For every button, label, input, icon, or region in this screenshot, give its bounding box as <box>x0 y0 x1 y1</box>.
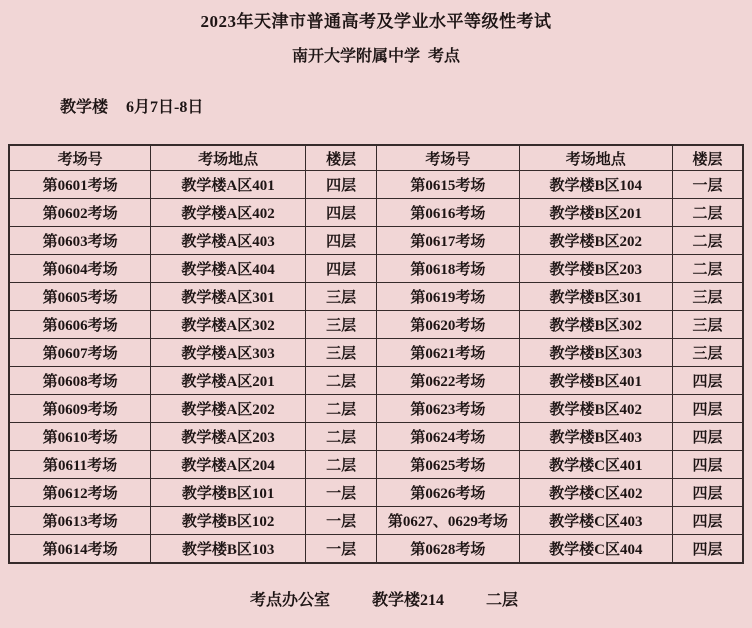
table-row <box>9 395 743 423</box>
table-cell: 第0620考场 <box>377 311 519 339</box>
table-cell: 教学楼A区202 <box>151 395 306 423</box>
table-cell: 四层 <box>672 479 743 507</box>
col-header-room-right: 考场号 <box>377 145 519 171</box>
table-cell: 第0615考场 <box>377 171 519 199</box>
table-row <box>9 227 743 255</box>
table-cell: 第0613考场 <box>9 507 151 535</box>
table-cell: 教学楼B区301 <box>519 283 672 311</box>
table-row <box>9 507 743 535</box>
table-cell: 三层 <box>306 283 377 311</box>
table-row <box>9 283 743 311</box>
table-cell: 第0622考场 <box>377 367 519 395</box>
table-cell: 二层 <box>306 451 377 479</box>
table-cell: 第0624考场 <box>377 423 519 451</box>
table-row <box>9 451 743 479</box>
table-cell: 教学楼A区402 <box>151 199 306 227</box>
table-cell: 教学楼B区401 <box>519 367 672 395</box>
table-cell: 教学楼C区403 <box>519 507 672 535</box>
table-cell: 第0602考场 <box>9 199 151 227</box>
table-cell: 四层 <box>672 535 743 564</box>
table-cell: 教学楼B区104 <box>519 171 672 199</box>
table-cell: 教学楼A区203 <box>151 423 306 451</box>
office-location: 教学楼214 <box>371 592 444 609</box>
table-cell: 第0623考场 <box>377 395 519 423</box>
table-cell: 三层 <box>672 339 743 367</box>
office-label: 考点办公室 <box>249 592 330 609</box>
table-cell: 教学楼A区302 <box>151 311 306 339</box>
table-cell: 教学楼B区203 <box>519 255 672 283</box>
table-cell: 四层 <box>306 199 377 227</box>
col-header-loc-right: 考场地点 <box>519 145 672 171</box>
table-cell: 四层 <box>306 171 377 199</box>
table-cell: 二层 <box>672 255 743 283</box>
table-cell: 教学楼B区403 <box>519 423 672 451</box>
table-row <box>9 339 743 367</box>
table-cell: 教学楼B区103 <box>151 535 306 564</box>
col-header-loc-left: 考场地点 <box>151 145 306 171</box>
table-cell: 第0610考场 <box>9 423 151 451</box>
table-cell: 四层 <box>672 423 743 451</box>
table-cell: 教学楼B区201 <box>519 199 672 227</box>
table-cell: 教学楼A区204 <box>151 451 306 479</box>
table-cell: 第0614考场 <box>9 535 151 564</box>
table-cell: 教学楼B区102 <box>151 507 306 535</box>
table-cell: 教学楼A区403 <box>151 227 306 255</box>
table-cell: 四层 <box>306 255 377 283</box>
col-header-floor-left: 楼层 <box>306 145 377 171</box>
table-cell: 三层 <box>672 311 743 339</box>
table-cell: 教学楼C区401 <box>519 451 672 479</box>
table-header-row <box>9 145 743 171</box>
table-row <box>9 367 743 395</box>
table-cell: 二层 <box>306 395 377 423</box>
col-header-room-left: 考场号 <box>9 145 151 171</box>
exam-dates: 6月7日-8日 <box>126 99 204 116</box>
table-cell: 第0608考场 <box>9 367 151 395</box>
table-cell: 二层 <box>306 367 377 395</box>
table-cell: 一层 <box>306 535 377 564</box>
table-row <box>9 423 743 451</box>
building-name: 教学楼 <box>60 99 109 116</box>
table-cell: 教学楼A区404 <box>151 255 306 283</box>
table-cell: 第0617考场 <box>377 227 519 255</box>
table-cell: 第0605考场 <box>9 283 151 311</box>
table-cell: 三层 <box>672 283 743 311</box>
table-cell: 一层 <box>306 507 377 535</box>
table-cell: 第0612考场 <box>9 479 151 507</box>
col-header-floor-right: 楼层 <box>672 145 743 171</box>
table-cell: 第0628考场 <box>377 535 519 564</box>
table-cell: 教学楼A区201 <box>151 367 306 395</box>
table-cell: 教学楼B区101 <box>151 479 306 507</box>
table-cell: 教学楼B区303 <box>519 339 672 367</box>
table-cell: 二层 <box>306 423 377 451</box>
exam-title: 2023年天津市普通高考及学业水平等级性考试 <box>200 12 552 31</box>
table-cell: 第0619考场 <box>377 283 519 311</box>
table-cell: 教学楼C区404 <box>519 535 672 564</box>
table-cell: 二层 <box>672 199 743 227</box>
table-cell: 第0621考场 <box>377 339 519 367</box>
table-cell: 第0601考场 <box>9 171 151 199</box>
building-dates-line <box>44 76 752 135</box>
table-cell: 第0606考场 <box>9 311 151 339</box>
exam-site: 南开大学附属中学 考点 <box>291 48 460 65</box>
table-cell: 教学楼B区402 <box>519 395 672 423</box>
table-row <box>9 255 743 283</box>
table-cell: 一层 <box>672 171 743 199</box>
table-cell: 第0611考场 <box>9 451 151 479</box>
table-row <box>9 311 743 339</box>
table-cell: 一层 <box>306 479 377 507</box>
office-floor: 二层 <box>486 592 519 609</box>
table-cell: 教学楼A区401 <box>151 171 306 199</box>
table-cell: 四层 <box>306 227 377 255</box>
table-cell: 四层 <box>672 451 743 479</box>
table-cell: 二层 <box>672 227 743 255</box>
table-cell: 教学楼A区303 <box>151 339 306 367</box>
table-cell: 教学楼C区402 <box>519 479 672 507</box>
table-cell: 三层 <box>306 339 377 367</box>
table-cell: 三层 <box>306 311 377 339</box>
table-cell: 教学楼B区202 <box>519 227 672 255</box>
table-cell: 教学楼A区301 <box>151 283 306 311</box>
table-cell: 第0603考场 <box>9 227 151 255</box>
table-row <box>9 199 743 227</box>
table-cell: 第0618考场 <box>377 255 519 283</box>
table-cell: 第0604考场 <box>9 255 151 283</box>
table-row <box>9 479 743 507</box>
table-cell: 第0607考场 <box>9 339 151 367</box>
table-row <box>9 535 743 564</box>
table-cell: 教学楼B区302 <box>519 311 672 339</box>
table-row <box>9 171 743 199</box>
office-line <box>0 569 752 628</box>
table-cell: 第0625考场 <box>377 451 519 479</box>
table-cell: 四层 <box>672 507 743 535</box>
table-cell: 四层 <box>672 395 743 423</box>
table-cell: 四层 <box>672 367 743 395</box>
exam-table-body <box>9 171 743 564</box>
table-cell: 第0627、0629考场 <box>377 507 519 535</box>
table-cell: 第0626考场 <box>377 479 519 507</box>
exam-room-table <box>8 144 744 564</box>
table-cell: 第0616考场 <box>377 199 519 227</box>
table-cell: 第0609考场 <box>9 395 151 423</box>
